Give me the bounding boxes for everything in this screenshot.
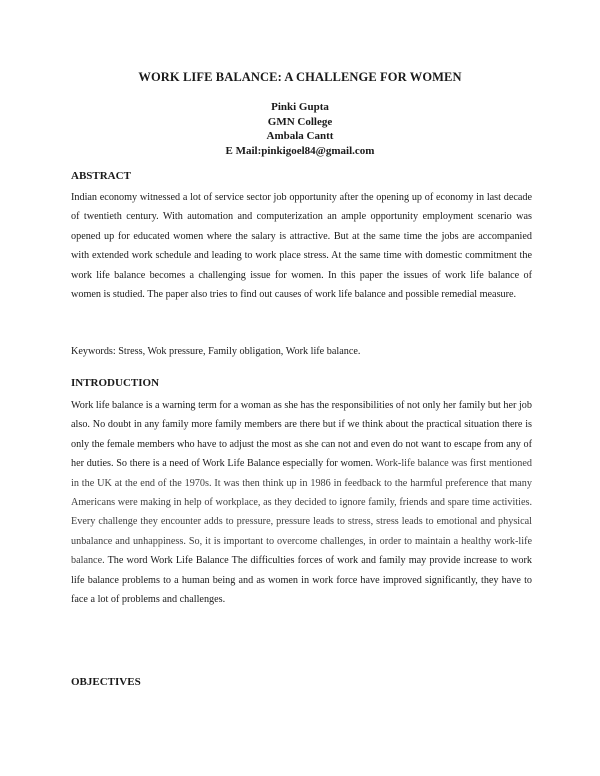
author-email: E Mail:pinkigoel84@gmail.com (225, 144, 375, 157)
introduction-text-part3: The word Work Life Balance The difficulties forces of work and family may provide increase to work life balance problems to a human being and as women in work force have improved significantly, they have to face a lot of problems and challenges. (71, 555, 532, 606)
keywords-line: Keywords: Stress, Wok pressure, Family obligation, Work life balance. (71, 346, 361, 357)
paper-title: WORK LIFE BALANCE: A CHALLENGE FOR WOMEN (138, 70, 462, 84)
author-name: Pinki Gupta (271, 101, 329, 113)
author-institution: GMN College (267, 115, 333, 128)
abstract-heading: ABSTRACT (71, 170, 131, 182)
introduction-text-part2: Work-life balance was first mentioned in the UK at the end of the 1970s. It was then think up in 1986 in feedback to the harmful preference that many Americans were making in help of workplace, as they decided to ignore family, friends and spare time activities. Every challenge they encounter adds to pressure, pressure leads to stress, stress leads to emotional and physical unbalance and unhappiness. So, it is important to overcome challenges, in order to maintain a healthy work-life balance. (71, 458, 532, 567)
abstract-text: Indian economy witnessed a lot of service sector job opportunity after the opening up of economy in last decade of twentieth century. With automation and computerization an ample opportunity employment scenario was opened up for educated women where the salary is attractive. But at the same time the jobs are accompanied with extended work schedule and leading to work place stress. At the same time with domestic commitment the work life balance becomes a challenging issue for women. In this paper the issues of work life balance of women is studied. The paper also tries to find out causes of work life balance and possible remedial measure. (71, 192, 532, 301)
objectives-heading: OBJECTIVES (71, 676, 141, 688)
introduction-text (71, 396, 532, 609)
introduction-text-part1: Work life balance is a warning term for a woman as she has the responsibilities of not only her family but her job also. No doubt in any family more family members are there but if we think about the practical situation there is only the female members who have to adjust the most as she can not and even do not want to escape from any of her duties. So there is a need of Work Life Balance especially for women. (71, 400, 532, 470)
introduction-heading: INTRODUCTION (71, 377, 160, 389)
author-block (0, 100, 600, 158)
author-location: Ambala Cantt (266, 130, 334, 142)
